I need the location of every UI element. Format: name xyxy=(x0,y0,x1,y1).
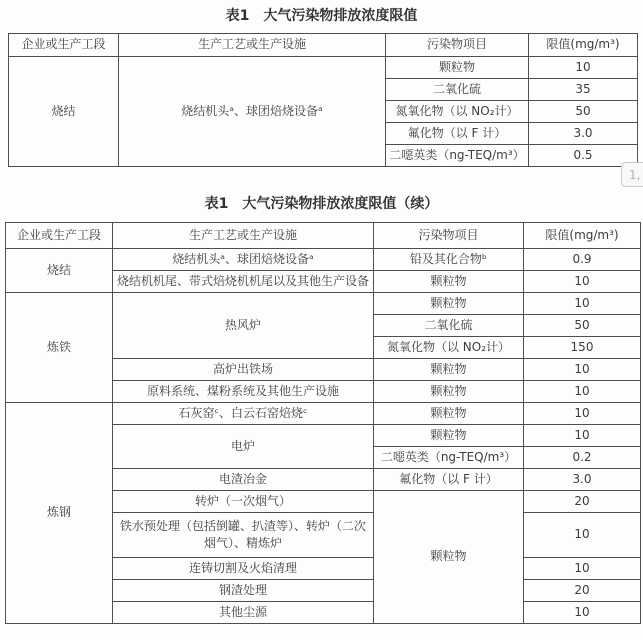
pollutant-cell: 铅及其化合物ᵇ xyxy=(374,249,524,271)
limit-cell: 0.9 xyxy=(524,249,641,271)
table-row xyxy=(9,57,638,79)
pollutant-cell: 二氧化硫 xyxy=(374,315,524,337)
equipment-cell: 转炉（一次烟气） xyxy=(113,491,374,513)
equipment-cell: 烧结机机尾、带式焙烧机机尾以及其他生产设备 xyxy=(113,271,374,293)
header-cell-process: 生产工艺或生产设施 xyxy=(113,223,374,249)
limit-cell: 10 xyxy=(524,558,641,580)
equipment-cell: 原料系统、煤粉系统及其他生产设施 xyxy=(113,381,374,403)
limit-cell: 150 xyxy=(524,337,641,359)
equipment-cell: 铁水预处理（包括倒罐、扒渣等）、转炉（二次烟气）、精炼炉 xyxy=(113,513,374,558)
equipment-cell: 其他尘源 xyxy=(113,602,374,624)
pollutant-cell: 颗粒物 xyxy=(374,359,524,381)
equipment-cell: 热风炉 xyxy=(113,293,374,359)
pollutant-cell: 颗粒物 xyxy=(374,491,524,624)
limit-cell: 3.0 xyxy=(529,123,638,145)
limit-cell: 35 xyxy=(529,79,638,101)
limit-cell: 50 xyxy=(524,315,641,337)
limit-cell: 0.5 xyxy=(529,145,638,167)
limit-cell: 10 xyxy=(524,602,641,624)
section-cell-steelmaking: 炼钢 xyxy=(6,403,113,624)
page-indicator-badge: 1, xyxy=(621,162,643,187)
pollutant-cell: 颗粒物 xyxy=(374,271,524,293)
header-cell-pollutant: 污染物项目 xyxy=(374,223,524,249)
emission-limits-table xyxy=(8,33,638,167)
equipment-cell: 高炉出铁场 xyxy=(113,359,374,381)
section-cell: 烧结 xyxy=(9,57,119,167)
equipment-cell: 连铸切割及火焰清理 xyxy=(113,558,374,580)
header-cell-pollutant: 污染物项目 xyxy=(386,34,529,57)
pollutant-cell: 氮氧化物（以 NO₂计） xyxy=(386,101,529,123)
pollutant-cell: 二噁英类（ng-TEQ/m³） xyxy=(386,145,529,167)
pollutant-cell: 颗粒物 xyxy=(374,403,524,425)
pollutant-cell: 颗粒物 xyxy=(374,293,524,315)
equipment-cell: 烧结机头ᵃ、球团焙烧设备ᵃ xyxy=(113,249,374,271)
table-row xyxy=(6,249,641,271)
limit-cell: 10 xyxy=(524,293,641,315)
limit-cell: 20 xyxy=(524,580,641,602)
limit-cell: 3.0 xyxy=(524,469,641,491)
header-cell-limit: 限值(mg/m³) xyxy=(529,34,638,57)
pollutant-cell: 氟化物（以 F 计） xyxy=(374,469,524,491)
table2-title: 表1 大气污染物排放浓度限值（续） xyxy=(204,196,439,212)
pollutant-cell: 颗粒物 xyxy=(374,381,524,403)
equipment-cell: 电炉 xyxy=(113,425,374,469)
emission-limits-table-continued xyxy=(5,222,641,624)
limit-cell: 10 xyxy=(524,359,641,381)
equipment-cell: 烧结机头ᵃ、球团焙烧设备ᵃ xyxy=(119,57,386,167)
pollutant-cell: 颗粒物 xyxy=(374,425,524,447)
limit-cell: 0.2 xyxy=(524,447,641,469)
limit-cell: 10 xyxy=(524,425,641,447)
limit-cell: 10 xyxy=(524,381,641,403)
table-row xyxy=(6,403,641,425)
limit-cell: 10 xyxy=(524,403,641,425)
pollutant-cell: 颗粒物 xyxy=(386,57,529,79)
equipment-cell: 电渣冶金 xyxy=(113,469,374,491)
table1-title: 表1 大气污染物排放浓度限值 xyxy=(225,8,418,24)
table-header-row xyxy=(6,223,641,249)
limit-cell: 50 xyxy=(529,101,638,123)
limit-cell: 10 xyxy=(529,57,638,79)
table-header-row xyxy=(9,34,638,57)
section-cell-sintering: 烧结 xyxy=(6,249,113,293)
limit-cell: 10 xyxy=(524,271,641,293)
equipment-cell: 石灰窑ᶜ、白云石窑焙烧ᶜ xyxy=(113,403,374,425)
table-row xyxy=(6,293,641,315)
header-cell-limit: 限值(mg/m³) xyxy=(524,223,641,249)
header-cell-enterprise: 企业或生产工段 xyxy=(9,34,119,57)
pollutant-cell: 二氧化硫 xyxy=(386,79,529,101)
equipment-cell: 钢渣处理 xyxy=(113,580,374,602)
limit-cell: 20 xyxy=(524,491,641,513)
pollutant-cell: 氮氧化物（以 NO₂计） xyxy=(374,337,524,359)
header-cell-enterprise: 企业或生产工段 xyxy=(6,223,113,249)
pollutant-cell: 二噁英类（ng-TEQ/m³） xyxy=(374,447,524,469)
limit-cell: 10 xyxy=(524,513,641,558)
section-cell-ironmaking: 炼铁 xyxy=(6,293,113,403)
pollutant-cell: 氟化物（以 F 计） xyxy=(386,123,529,145)
header-cell-process: 生产工艺或生产设施 xyxy=(119,34,386,57)
